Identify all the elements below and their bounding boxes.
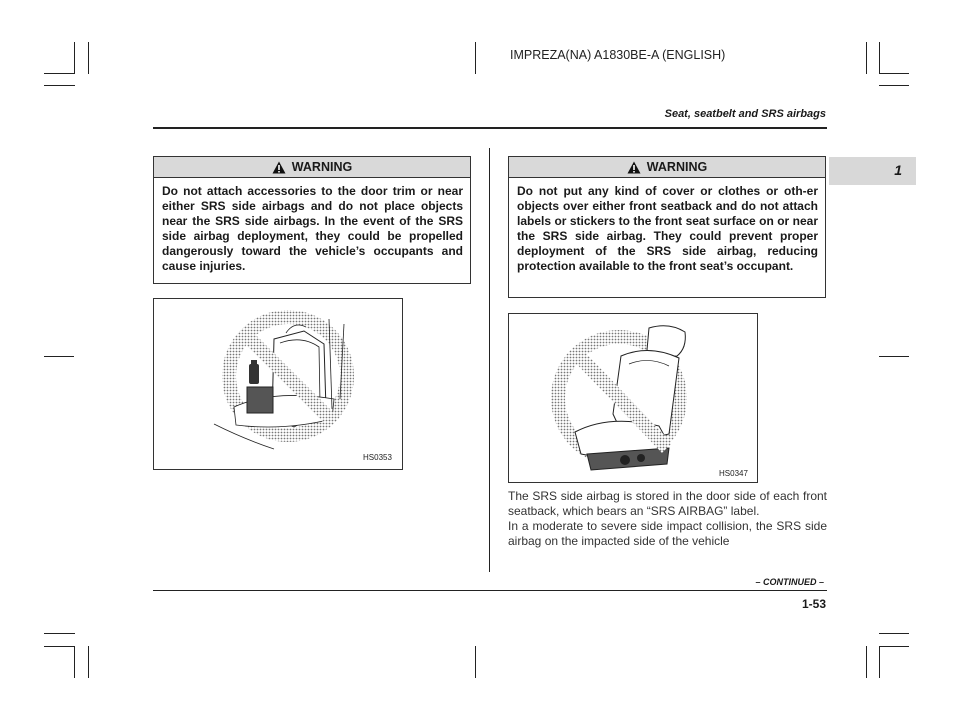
warning-triangle-icon xyxy=(272,161,286,174)
warning-triangle-icon xyxy=(627,161,641,174)
figure-code: HS0353 xyxy=(363,453,392,462)
warning-text: Do not put any kind of cover or clothes or oth-er objects over either front seatback and do not attach labels or stickers to the front seat surface on or near the SRS side airbag. They could prevent proper deployment of the SRS side airbag, reducing protection available to the front seat’s occupant. xyxy=(517,184,818,273)
figure-right xyxy=(508,313,758,483)
prohibited-door-accessories-illustration xyxy=(154,299,402,469)
header-rule xyxy=(153,127,827,129)
warning-label: WARNING xyxy=(291,160,353,174)
section-title: Seat, seatbelt and SRS airbags xyxy=(664,108,826,120)
column-divider xyxy=(489,148,490,572)
figure-left xyxy=(153,298,403,470)
warning-box-right xyxy=(508,156,826,298)
warning-header xyxy=(154,157,470,178)
chapter-number: 1 xyxy=(894,162,902,178)
paragraph: In a moderate to severe side impact collision, the SRS side airbag on the impacted side of the vehicle xyxy=(508,519,827,548)
warning-label: WARNING xyxy=(646,160,708,174)
continued-label: – CONTINUED – xyxy=(755,577,824,587)
footer-rule xyxy=(153,590,827,591)
warning-text: Do not attach accessories to the door trim or near either SRS side airbags and do not place objects near the SRS side airbags. In the event of the SRS side airbag deployment, they could be propelled dangerously toward the vehicle’s occupants and cause injuries. xyxy=(162,184,463,273)
warning-header xyxy=(509,157,825,178)
document-code: IMPREZA(NA) A1830BE-A (ENGLISH) xyxy=(510,48,726,62)
prohibited-seat-cover-illustration xyxy=(509,314,757,482)
warning-box-left xyxy=(153,156,471,284)
figure-code: HS0347 xyxy=(719,469,748,478)
body-text xyxy=(508,489,827,549)
page-number: 1-53 xyxy=(801,597,826,611)
paragraph: The SRS side airbag is stored in the door side of each front seatback, which bears an “SRS AIRBAG” label. xyxy=(508,489,827,518)
chapter-tab xyxy=(829,157,916,185)
